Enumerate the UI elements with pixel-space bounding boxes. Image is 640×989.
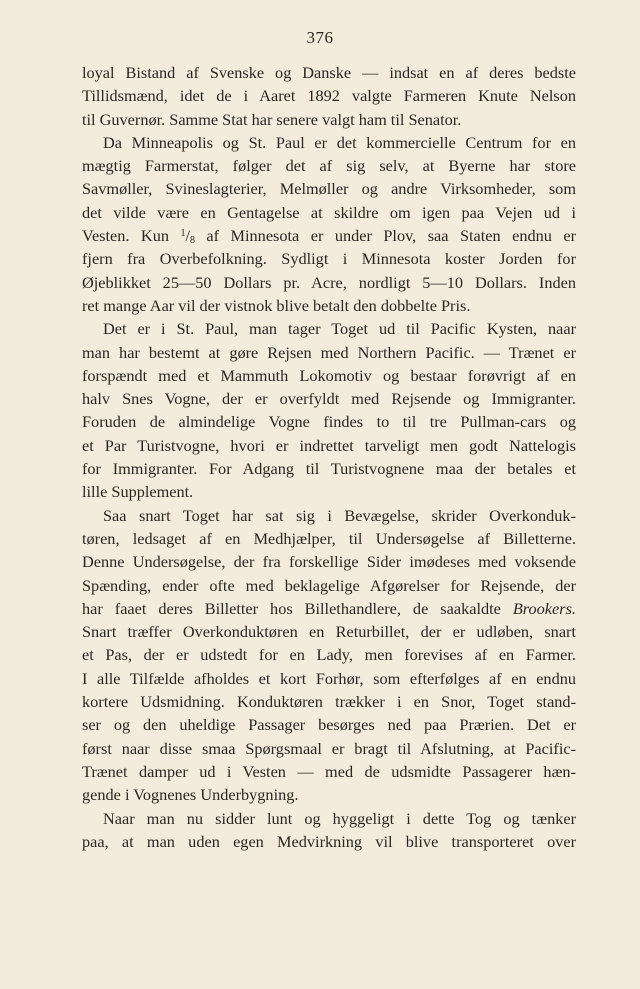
text-line: Denne Undersøgelse, der fra forskellige Sider imødeses med voksende	[82, 552, 576, 572]
text-line: Trænet damper ud i Vesten — med de udsmidte Passagerer hæn-	[82, 761, 576, 781]
text-line: I alle Tilfælde afholdes et kort Forhør, som efterfølges af en endnu	[82, 668, 576, 688]
text-line: forspændt med et Mammuth Lokomotiv og bestaar forøvrigt af en	[82, 365, 576, 385]
text-line: paa, at man uden egen Medvirkning vil blive transporteret over	[82, 831, 576, 851]
text-line: halv Snes Vogne, der er overfyldt med Rejsende og Immigranter.	[82, 389, 576, 409]
text-line: for Immigranter. For Adgang til Turistvognene maa der betales et	[82, 459, 576, 479]
body-text	[82, 61, 576, 853]
text-line-fraction: Vesten. Kun $^1$/8 af Minnesota er under Plov, saa Staten endnu er	[82, 226, 576, 247]
fraction-denominator: 8	[189, 235, 195, 247]
text-line: Tillidsmænd, idet de i Aaret 1892 valgte Farmeren Knute Nelson	[82, 86, 576, 106]
text-line: ret mange Aar vil der vistnok blive betalt den dobbelte Pris.	[82, 295, 471, 315]
text-line: ser og den uheldige Passager besørges ned paa Prærien. Det er	[82, 715, 576, 735]
text-line: Savmøller, Svineslagterier, Melmøller og andre Virksomheder, som	[82, 179, 576, 199]
text-line: til Guvernør. Samme Stat har senere valgt ham til Senator.	[82, 109, 462, 129]
text-line: Det er i St. Paul, man tager Toget ud til Pacific Kysten, naar	[103, 319, 576, 339]
text-line: kortere Udsmidning. Konduktøren trækker i en Snor, Toget stand-	[82, 692, 576, 712]
text-line: fjern fra Overbefolkning. Sydligt i Minnesota koster Jorden for	[82, 249, 576, 269]
text-line: Øjeblikket 25—50 Dollars pr. Acre, nordligt 5—10 Dollars. Inden	[82, 272, 576, 292]
text-line: Snart træffer Overkonduktøren en Returbillet, der er udløben, snart	[82, 622, 576, 642]
text-line-italic	[82, 597, 576, 620]
text-line: tøren, ledsaget af en Medhjælper, til Undersøgelse af Billetterne.	[82, 528, 576, 548]
text-line: mægtig Farmerstat, følger det af sig selv, at Byerne har store	[82, 156, 576, 176]
text-line: et Pas, der er udstedt for en Lady, men forevises af en Farmer.	[82, 645, 576, 665]
text-line: Saa snart Toget har sat sig i Bevægelse, skrider Overkonduk-	[103, 505, 576, 525]
text-line: man har bestemt at gøre Rejsen med Northern Pacific. — Trænet er	[82, 342, 576, 362]
text-fragment: af Minnesota er under Plov, saa Staten endnu er	[194, 226, 576, 246]
text-fragment: har faaet deres Billetter hos Billethandlere, de saakaldte	[82, 598, 513, 618]
fraction-numerator: 1	[180, 228, 186, 240]
text-line: gende i Vognenes Underbygning.	[82, 785, 299, 805]
text-line: Naar man nu sidder lunt og hyggeligt i dette Tog og tænker	[103, 808, 576, 828]
text-line: lille Supplement.	[82, 482, 194, 502]
text-fragment: Vesten. Kun	[82, 226, 181, 246]
text-line: det vilde være en Gentagelse at skildre om igen paa Vejen ud i	[82, 202, 576, 222]
text-line: et Par Turistvogne, hvori er indrettet tarveligt men godt Nattelogis	[82, 435, 576, 455]
text-line: Da Minneapolis og St. Paul er det kommercielle Centrum for en	[103, 132, 576, 152]
page-number: 376	[306, 28, 334, 47]
text-line: loyal Bistand af Svenske og Danske — indsat en af deres bedste	[82, 63, 576, 82]
text-line: Foruden de almindelige Vogne findes to til tre Pullman-cars og	[82, 412, 576, 432]
text-line: først naar disse smaa Spørgsmaal er bragt til Afslutning, at Pacific-	[82, 738, 576, 758]
italic-term: Brookers.	[512, 598, 576, 618]
text-line: Spænding, ender ofte med beklagelige Afgørelser for Rejsende, der	[82, 575, 576, 595]
